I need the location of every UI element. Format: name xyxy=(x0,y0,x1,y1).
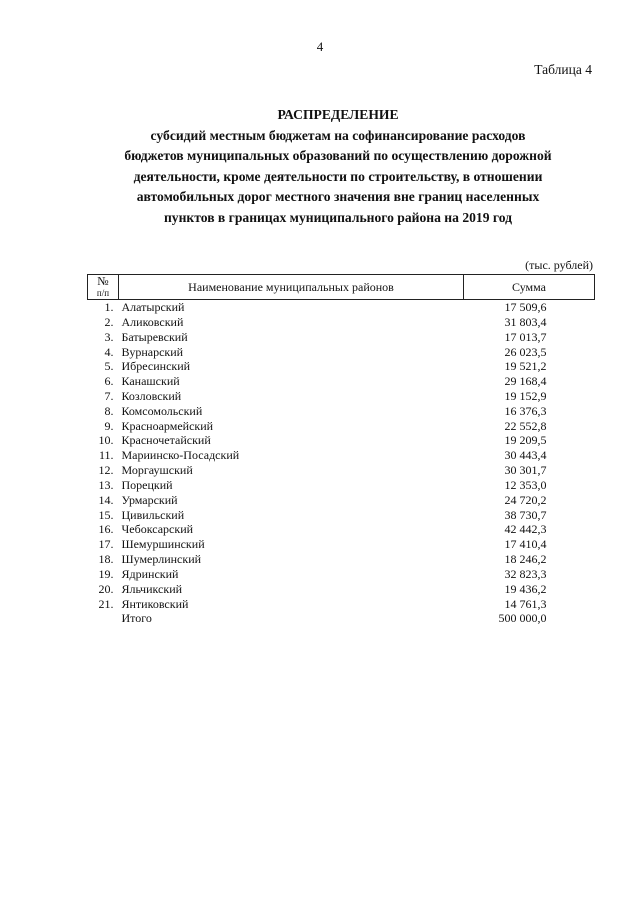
row-district-name: Ядринский xyxy=(121,566,179,581)
row-number: 6. xyxy=(104,374,114,389)
row-number: 20. xyxy=(98,581,114,596)
table-row xyxy=(88,537,595,552)
row-district-name: Козловский xyxy=(121,388,182,403)
row-number: 21. xyxy=(98,596,114,611)
row-district-name: Батыревский xyxy=(121,329,188,344)
row-amount: 12 353,0 xyxy=(504,477,547,492)
row-district-name: Красночетайский xyxy=(121,433,211,448)
title-line: автомобильных дорог местного значения вне границ населенных xyxy=(136,189,540,204)
table-row xyxy=(88,389,595,404)
row-amount: 30 443,4 xyxy=(504,448,547,463)
row-amount: 26 023,5 xyxy=(504,344,547,359)
title-line: деятельности, кроме деятельности по строительству, в отношении xyxy=(133,168,543,184)
table-row xyxy=(88,419,595,434)
row-amount: 19 521,2 xyxy=(504,359,547,374)
table-row xyxy=(88,374,595,389)
table-row xyxy=(88,330,595,345)
row-amount: 38 730,7 xyxy=(504,507,547,522)
row-number: 17. xyxy=(98,537,114,552)
row-amount: 31 803,4 xyxy=(504,314,547,329)
row-number: 8. xyxy=(104,403,114,418)
row-number: 14. xyxy=(98,492,114,507)
row-number: 15. xyxy=(98,507,114,522)
header-number-abbr: п/п xyxy=(96,288,110,298)
table-row xyxy=(88,597,595,612)
table-row xyxy=(88,448,595,463)
row-number: 18. xyxy=(98,552,114,567)
table-row xyxy=(88,522,595,537)
row-number: 11. xyxy=(98,448,114,463)
table-row xyxy=(88,611,595,626)
row-district-name: Итого xyxy=(121,611,152,626)
row-amount: 17 410,4 xyxy=(504,537,547,552)
row-number: 19. xyxy=(98,566,114,581)
table-row xyxy=(88,493,595,508)
row-number: 2. xyxy=(104,314,114,329)
title-line: субсидий местным бюджетам на софинансирование расходов xyxy=(150,127,526,143)
distribution-table xyxy=(87,274,595,626)
row-district-name: Чебоксарский xyxy=(121,522,194,537)
row-number xyxy=(88,611,119,626)
table-row xyxy=(88,344,595,359)
row-number: 4. xyxy=(104,344,114,359)
row-number: 1. xyxy=(104,300,114,315)
row-district-name: Алатырский xyxy=(121,300,185,315)
row-district-name: Канашский xyxy=(121,374,180,389)
row-amount: 30 301,7 xyxy=(504,463,547,478)
row-amount: 32 823,3 xyxy=(504,566,547,581)
table-row xyxy=(88,478,595,493)
table-body xyxy=(88,300,595,627)
row-number: 12. xyxy=(98,463,114,478)
table-row xyxy=(88,433,595,448)
row-amount: 14 761,3 xyxy=(504,596,547,611)
table-row xyxy=(88,552,595,567)
row-district-name: Шумерлинский xyxy=(121,552,202,567)
table-header-row xyxy=(88,275,595,300)
table-row xyxy=(88,300,595,315)
row-district-name: Цивильский xyxy=(121,507,185,522)
row-district-name: Комсомольский xyxy=(121,403,203,418)
row-district-name: Аликовский xyxy=(121,314,184,329)
row-number: 16. xyxy=(98,522,114,537)
row-amount: 19 152,9 xyxy=(504,388,547,403)
row-district-name: Ибресинский xyxy=(121,359,191,374)
row-district-name: Красноармейский xyxy=(121,418,214,433)
table-row xyxy=(88,463,595,478)
row-number: 7. xyxy=(104,388,114,403)
table-row xyxy=(88,582,595,597)
title-main: РАСПРЕДЕЛЕНИЕ xyxy=(277,107,399,122)
header-number xyxy=(88,275,119,300)
row-district-name: Моргаушский xyxy=(121,463,193,478)
table-row xyxy=(88,315,595,330)
table-row xyxy=(88,567,595,582)
row-district-name: Яльчикский xyxy=(121,581,183,596)
row-amount: 24 720,2 xyxy=(504,492,547,507)
row-amount: 22 552,8 xyxy=(504,418,547,433)
title-line: бюджетов муниципальных образований по осуществлению дорожной xyxy=(124,148,552,163)
table-row xyxy=(88,359,595,374)
row-number: 9. xyxy=(104,418,114,433)
header-name: Наименование муниципальных районов xyxy=(119,275,464,300)
header-sum: Сумма xyxy=(464,275,595,300)
row-amount: 18 246,2 xyxy=(504,552,547,567)
table-row xyxy=(88,404,595,419)
row-district-name: Порецкий xyxy=(121,477,173,492)
header-number-sign: № xyxy=(97,274,109,288)
row-amount: 500 000,0 xyxy=(498,611,547,626)
row-district-name: Шемуршинский xyxy=(121,537,205,552)
row-number: 10. xyxy=(98,433,114,448)
row-amount: 17 509,6 xyxy=(504,300,547,315)
title-line: пунктов в границах муниципального района на 2019 год xyxy=(163,209,513,225)
row-number: 3. xyxy=(104,329,114,344)
table-row xyxy=(88,508,595,523)
row-number: 13. xyxy=(98,477,114,492)
row-amount: 19 436,2 xyxy=(504,581,547,596)
document-title xyxy=(70,105,606,228)
row-number: 5. xyxy=(104,359,114,374)
row-amount: 29 168,4 xyxy=(504,374,547,389)
row-district-name: Вурнарский xyxy=(121,344,184,359)
row-district-name: Янтиковский xyxy=(121,596,189,611)
table-label: Таблица 4 xyxy=(534,62,592,77)
row-district-name: Урмарский xyxy=(121,492,178,507)
row-amount: 16 376,3 xyxy=(504,403,547,418)
row-amount: 42 442,3 xyxy=(504,522,547,537)
row-district-name: Мариинско-Посадский xyxy=(121,448,240,463)
units-note: (тыс. рублей) xyxy=(525,258,593,272)
row-amount: 19 209,5 xyxy=(504,433,547,448)
row-amount: 17 013,7 xyxy=(504,329,547,344)
page-number: 4 xyxy=(316,39,324,54)
